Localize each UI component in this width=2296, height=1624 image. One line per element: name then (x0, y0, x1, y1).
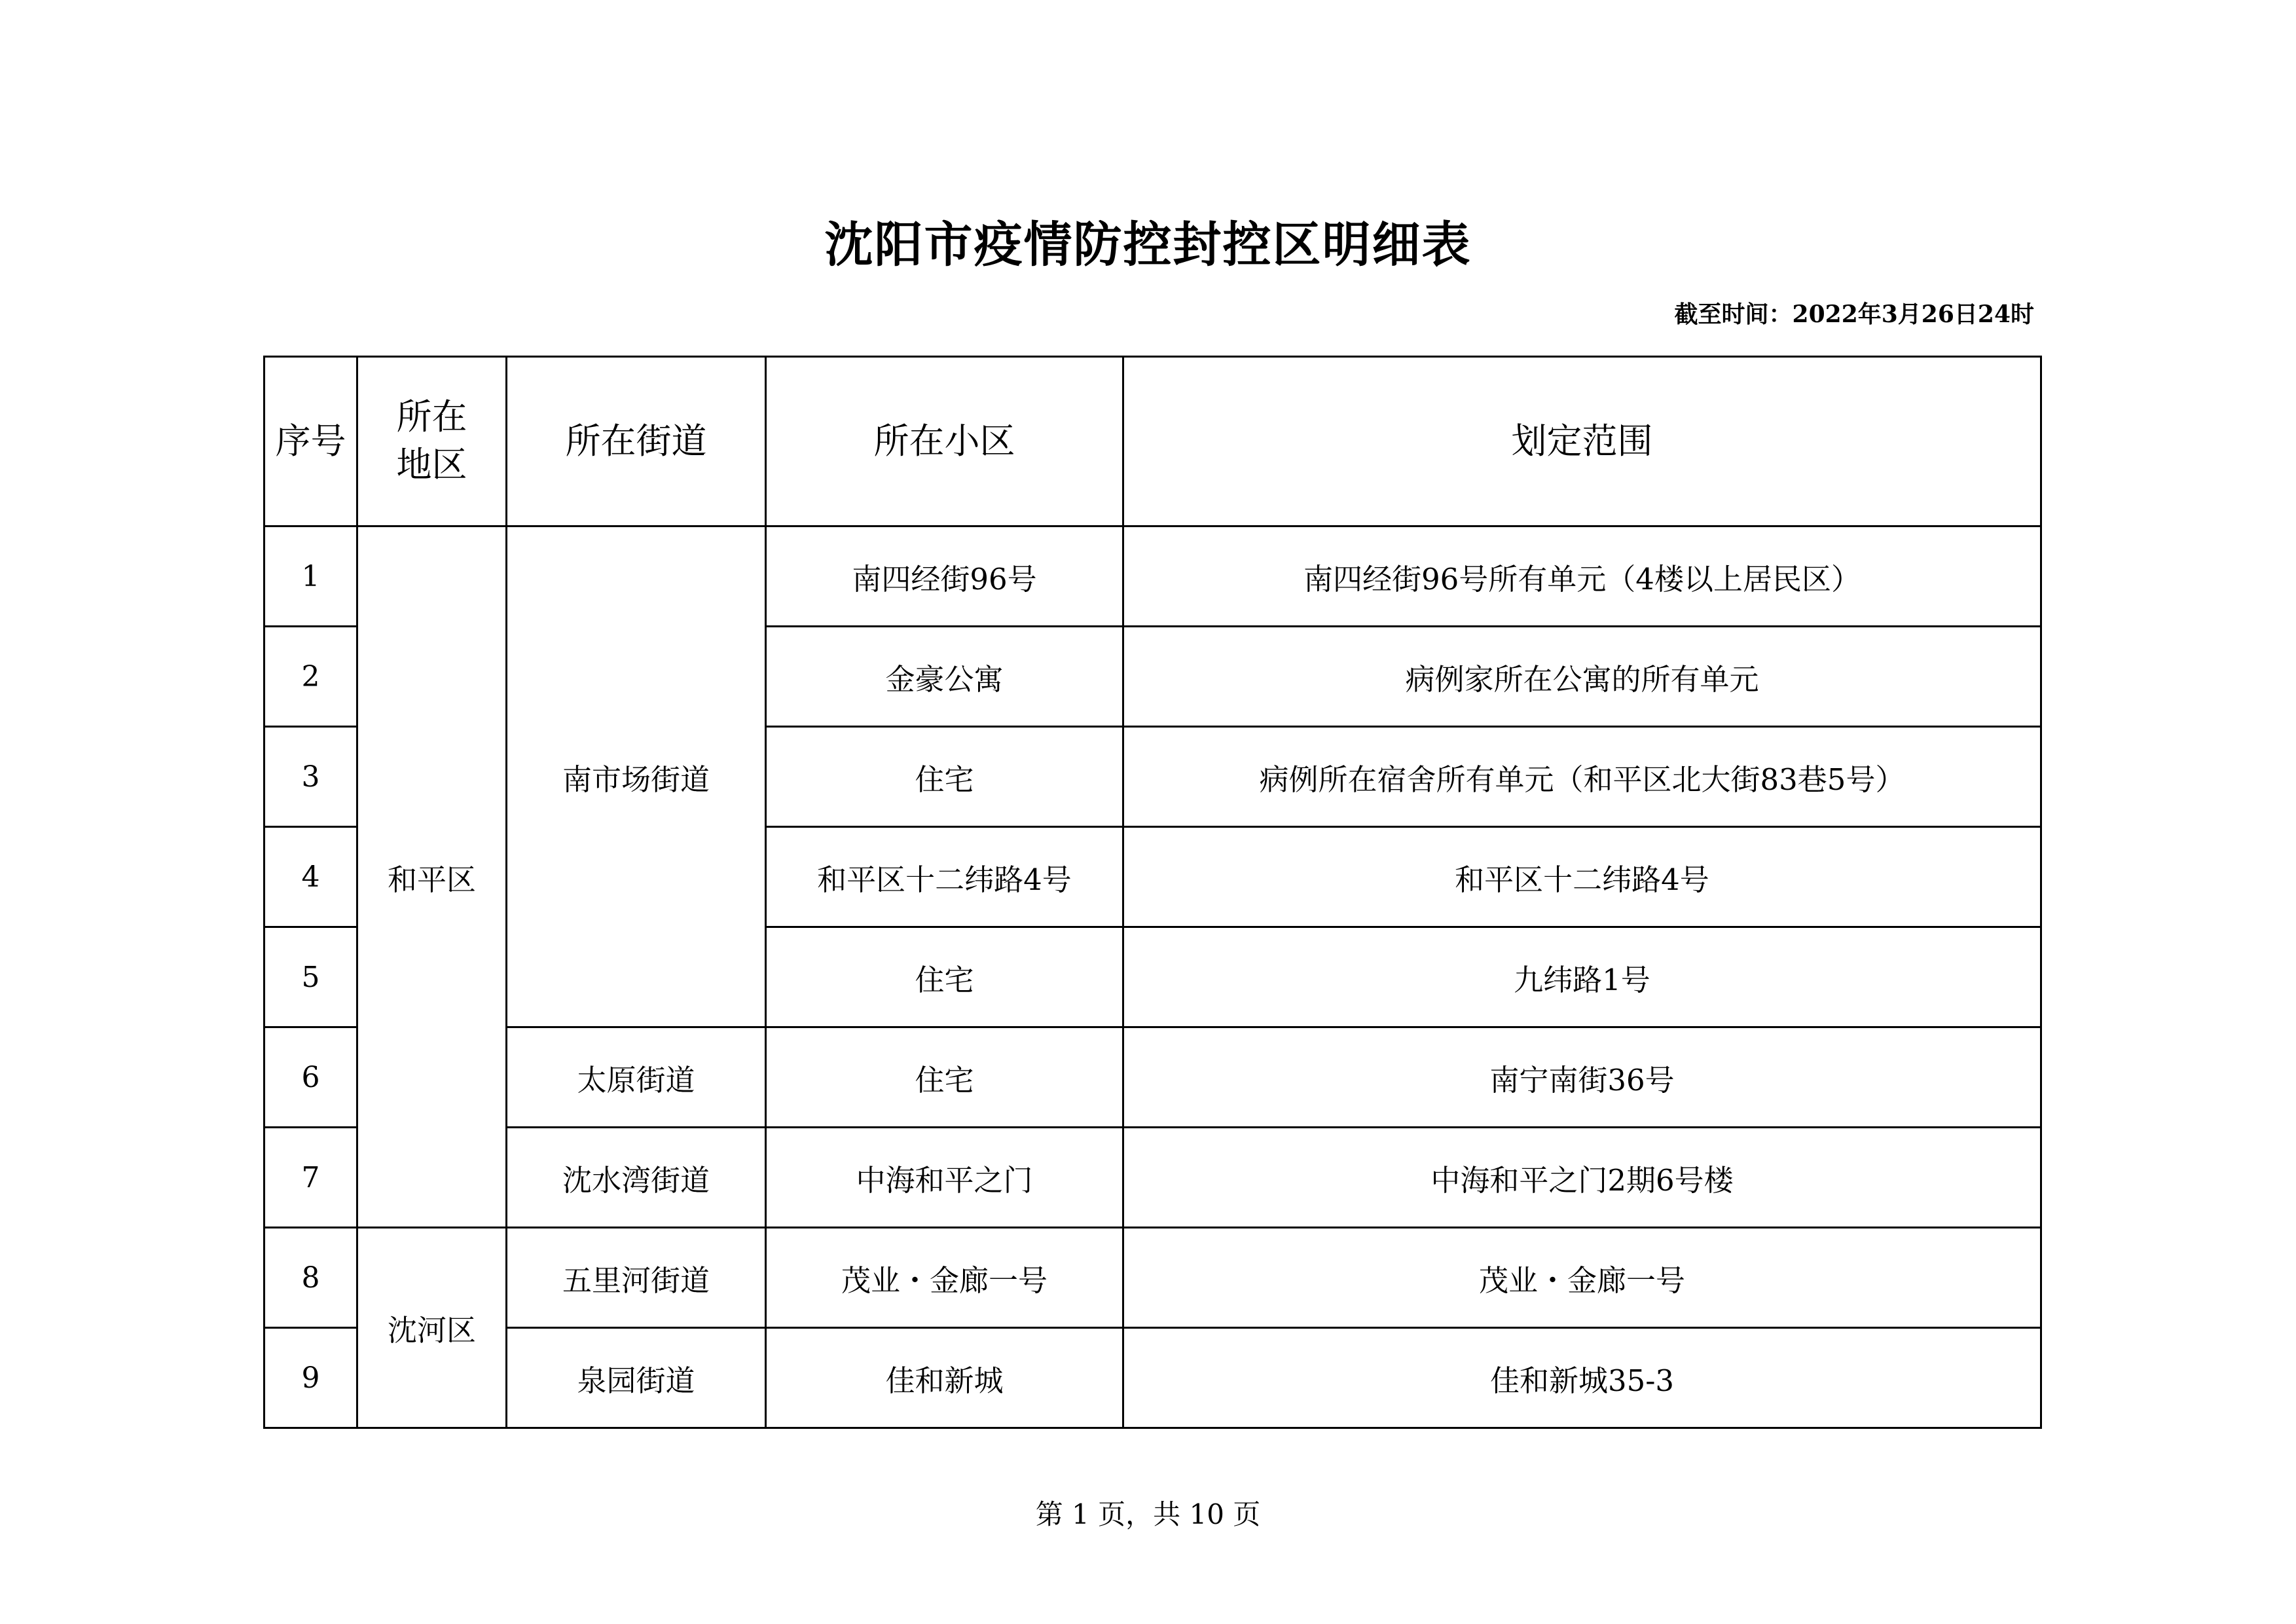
header-scope: 划定范围 (1123, 357, 2041, 526)
header-seq: 序号 (264, 357, 357, 526)
scope-cell: 南四经街96号所有单元（4楼以上居民区） (1123, 526, 2041, 627)
scope-cell: 茂业・金廊一号 (1123, 1228, 2041, 1328)
page-footer: 第 1 页，共 10 页 (1035, 1498, 1261, 1530)
table-row (264, 526, 2041, 627)
seq-cell: 8 (264, 1228, 357, 1328)
seq-cell: 6 (264, 1027, 357, 1128)
seq-cell: 2 (264, 627, 357, 727)
table-row (264, 1228, 2041, 1328)
table-row (264, 1328, 2041, 1428)
seq-cell: 5 (264, 927, 357, 1027)
community-cell: 和平区十二纬路4号 (766, 827, 1123, 927)
community-cell: 南四经街96号 (766, 526, 1123, 627)
header-district (357, 357, 507, 526)
community-cell: 佳和新城 (766, 1328, 1123, 1428)
lockdown-table (263, 356, 2042, 1429)
community-cell: 中海和平之门 (766, 1128, 1123, 1228)
scope-cell: 佳和新城35-3 (1123, 1328, 2041, 1428)
header-district-label: 所在地区 (396, 396, 467, 485)
seq-cell: 7 (264, 1128, 357, 1228)
scope-cell: 病例家所在公寓的所有单元 (1123, 627, 2041, 727)
table-header-row (264, 357, 2041, 526)
seq-cell: 1 (264, 526, 357, 627)
district-cell: 和平区 (357, 526, 507, 1228)
header-street: 所在街道 (507, 357, 766, 526)
community-cell: 住宅 (766, 927, 1123, 1027)
scope-cell: 中海和平之门2期6号楼 (1123, 1128, 2041, 1228)
seq-cell: 3 (264, 727, 357, 827)
scope-cell: 和平区十二纬路4号 (1123, 827, 2041, 927)
seq-cell: 4 (264, 827, 357, 927)
street-cell: 沈水湾街道 (507, 1128, 766, 1228)
header-community: 所在小区 (766, 357, 1123, 526)
cutoff-time: 截至时间：2022年3月26日24时 (1674, 301, 2034, 328)
scope-cell: 九纬路1号 (1123, 927, 2041, 1027)
community-cell: 住宅 (766, 1027, 1123, 1128)
district-cell: 沈河区 (357, 1228, 507, 1428)
street-cell: 南市场街道 (507, 526, 766, 1027)
community-cell: 金豪公寓 (766, 627, 1123, 727)
page-title: 沈阳市疫情防控封控区明细表 (824, 217, 1472, 273)
street-cell: 泉园街道 (507, 1328, 766, 1428)
scope-cell: 南宁南街36号 (1123, 1027, 2041, 1128)
seq-cell: 9 (264, 1328, 357, 1428)
street-cell: 五里河街道 (507, 1228, 766, 1328)
community-cell: 茂业・金廊一号 (766, 1228, 1123, 1328)
table-row (264, 1128, 2041, 1228)
table-row (264, 1027, 2041, 1128)
community-cell: 住宅 (766, 727, 1123, 827)
street-cell: 太原街道 (507, 1027, 766, 1128)
scope-cell: 病例所在宿舍所有单元（和平区北大街83巷5号） (1123, 727, 2041, 827)
